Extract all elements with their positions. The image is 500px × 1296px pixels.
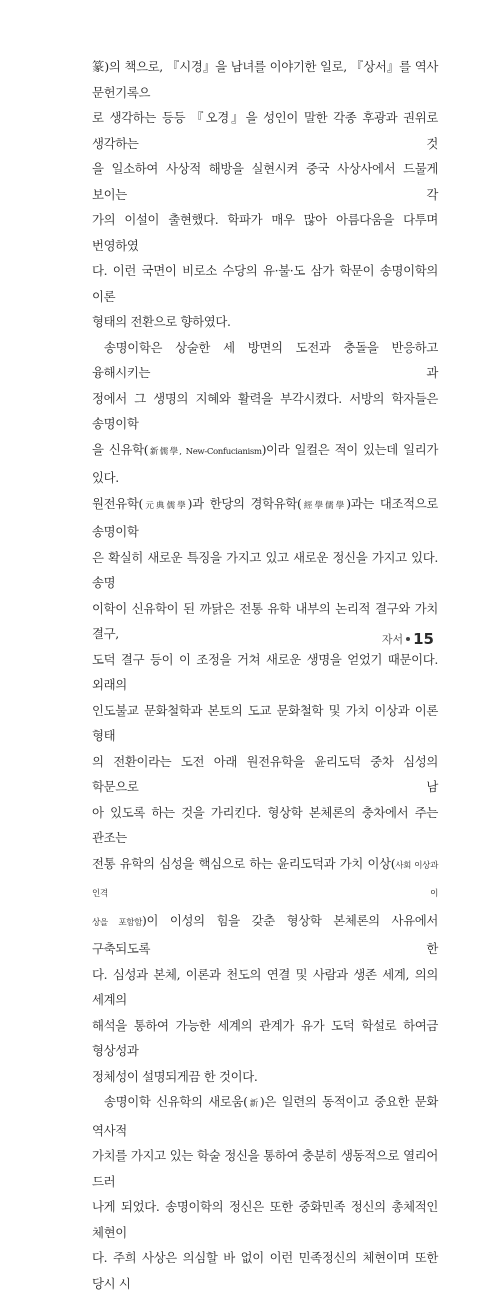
- body-text: [92, 54, 438, 1296]
- paragraph: [92, 54, 438, 335]
- text-line: 이학이 신유학이 된 까닭은 전통 유학 내부의 논리적 결구와 가치 결구,: [92, 600, 438, 641]
- paragraph: [92, 335, 438, 1090]
- text-line: 도덕 결구 등이 이 조정을 거쳐 새로운 생명을 얻었기 때문이다. 외래의: [92, 651, 438, 692]
- bullet-separator-icon: [406, 637, 410, 641]
- text-line: 송명이학은 상술한 세 방면의 도전과 충돌을 반응하고 융해시키는 과: [92, 339, 438, 380]
- text-line: [92, 437, 438, 491]
- text-run: )과는 대조적으로 송명이학: [92, 495, 439, 539]
- annotation-text: 新: [247, 1099, 260, 1109]
- annotation-text: 經學儒學: [301, 500, 347, 511]
- text-line: 아 있도록 하는 것을 가리킨다. 형상학 본체론의 충차에서 주는 관조는: [92, 804, 438, 845]
- text-line: [92, 1089, 438, 1143]
- text-run: 송명이학 신유학의 새로움(: [104, 1094, 248, 1109]
- page-footer: [382, 630, 434, 648]
- page-body: [92, 54, 438, 1296]
- footer-section-label: 자서: [381, 633, 404, 646]
- text-line: 은 확실히 새로운 특징을 가지고 있고 새로운 정신을 가지고 있다. 송명: [92, 549, 438, 590]
- paragraph: [92, 1089, 438, 1296]
- text-line: 을 일소하여 사상적 해방을 실현시켜 중국 사상사에서 드물게 보이는 각: [92, 161, 438, 202]
- text-run: )은 일련의 동적이고 중요한 문화 역사적: [92, 1094, 439, 1138]
- annotation-text: 元典儒學: [142, 500, 188, 511]
- text-line: 로 생각하는 등등 『오경』을 성인이 말한 각종 후광과 권위로 생각하는 것: [92, 110, 438, 151]
- text-line: 정에서 그 생명의 지혜와 활력을 부각시켰다. 서방의 학자들은 송명이학: [92, 390, 438, 431]
- text-line: 형태의 전환으로 향하였다.: [92, 314, 231, 329]
- annotation-text: 新儒學, New-Confucianism: [148, 446, 262, 457]
- text-line: 의 전환이라는 도전 아래 원전유학을 윤리도덕 중차 심성의 학문으로 남: [92, 753, 438, 794]
- text-run: 전통 유학의 심성을 핵심으로 하는 윤리도덕과 가치 이상(: [92, 855, 396, 871]
- text-line: 가치를 가지고 있는 학술 정신을 통하여 충분히 생동적으로 열리어 드러: [92, 1148, 438, 1189]
- text-run: )과 한당의 경학유학(: [187, 495, 302, 511]
- text-run: 원전유학(: [92, 495, 143, 511]
- text-line: [92, 491, 438, 545]
- text-line: 다. 심성과 본체, 이론과 천도의 연결 및 사람과 생존 세계, 의의 세계의: [92, 966, 438, 1007]
- text-run: )이 이성의 힘을 갖춘 형상학 본체론의 사유에서 구축되도록 한: [92, 912, 438, 956]
- text-line: 다. 이런 국면이 비로소 수당의 유·불·도 삼가 학문이 송명이학의 이론: [92, 263, 438, 304]
- text-line: 나게 되었다. 송명이학의 정신은 또한 중화민족 정신의 총체적인 체현이: [92, 1199, 438, 1240]
- text-line: 다. 주희 사상은 의심할 바 없이 이런 민족정신의 체현이며 또한 당시 시: [92, 1250, 438, 1291]
- page-number: 15: [413, 630, 434, 648]
- text-line: 篆)의 책으로, 『시경』을 남녀를 이야기한 일로, 『상서』를 역사 문헌기록으: [92, 59, 438, 100]
- text-line: [92, 908, 438, 962]
- text-run: 을 신유학(: [92, 441, 149, 457]
- text-line: 해석을 통하여 가능한 세계의 관계가 유가 도덕 학설로 하여금 형상성과: [92, 1017, 438, 1058]
- text-line: 인도불교 문화철학과 본토의 도교 문화철학 및 가치 이상과 이론 형태: [92, 702, 438, 743]
- text-line: 가의 이설이 출현했다. 학파가 매우 많아 아름다움을 다투며 번영하였: [92, 212, 438, 253]
- text-line: 정체성이 설명되게끔 한 것이다.: [92, 1068, 258, 1084]
- annotation-text: 사회 이상과 인격 이: [92, 860, 438, 899]
- annotation-text: 상을 포함함: [92, 917, 143, 928]
- text-line: [92, 851, 438, 908]
- text-run: )이라 일컬은 적이 있는데 일리가 있다.: [92, 441, 438, 485]
